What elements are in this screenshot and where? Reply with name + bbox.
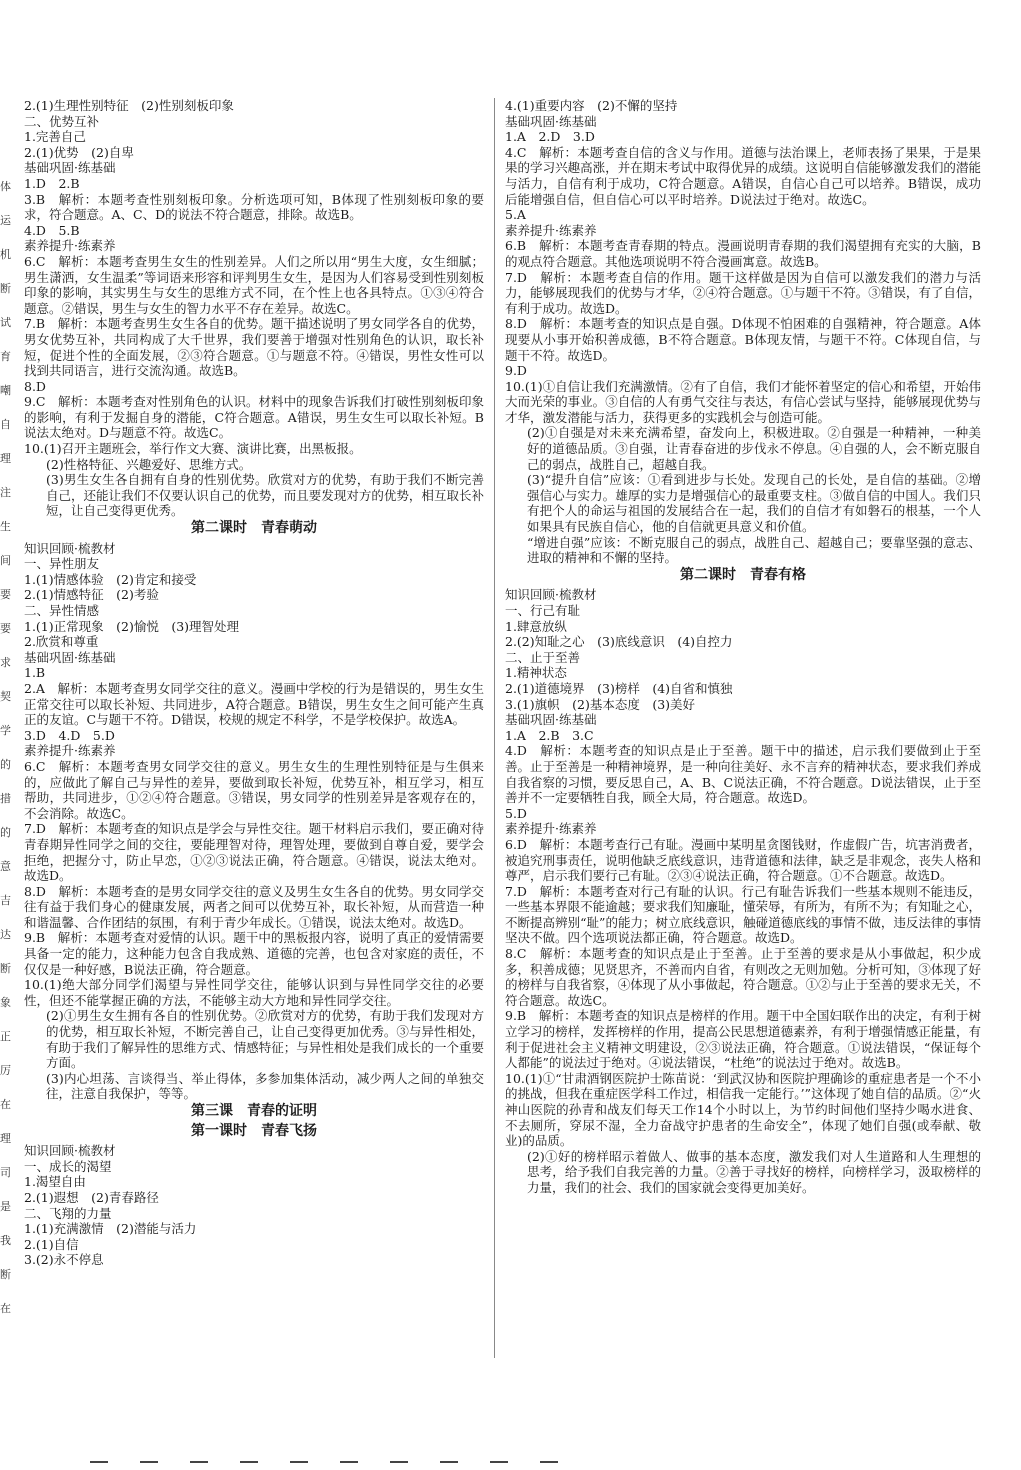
margin-char: 断 — [0, 1268, 11, 1281]
answer-line: 6.C 解析：本题考查男生女生的性别差异。人们之所以用“男生大度，女生细腻；男生潇洒，女生温柔”等词语来形容和评判男生女生，是因为人们容易受到性别刻板印象的影响，其实男生与女生的思维方式不同，在个性上也各具特点。①③④符合题意。②错误，男生与女生的智力水平不存在差异。故选C。 — [24, 253, 484, 316]
margin-char: 注 — [0, 486, 11, 499]
answer-line: 3.B 解析：本题考查性别刻板印象。分析选项可知，B体现了性别刻板印象的要求，符合题意。A、C、D的说法不符合题意，排除。故选B。 — [24, 191, 484, 223]
margin-char: 契 — [0, 690, 11, 703]
margin-char: 理 — [0, 1132, 11, 1145]
answer-line: 基础巩固·练基础 — [505, 113, 597, 129]
margin-char: 正 — [0, 1030, 11, 1043]
margin-char: 体 — [0, 180, 11, 193]
margin-char: 运 — [0, 214, 11, 227]
right-column — [505, 98, 981, 1196]
margin-char: 司 — [0, 1166, 11, 1179]
answer-line: 9.D — [505, 363, 527, 379]
answer-line: 7.D 解析：本题考查对行己有耻的认识。行己有耻告诉我们一些基本规则不能违反，一些基本界限不能逾越；要求我们知廉耻，懂荣辱，有所为，有所不为；有知耻之心，不断提高辨别“耻”的能力；树立底线意识，触碰道德底线的事情不做，违反法律的事情坚决不做。四个选项说法都正确，符合题意。故选D。 — [505, 883, 981, 946]
answer-line: 7.D 解析：本题考查自信的作用。题干这样做是因为自信可以激发我们的潜力与活力，能够展现我们的优势与才华，②④符合题意。①与题干不符。③错误，有了自信，有利于成功。故选D。 — [505, 269, 981, 316]
answer-line: (2)①好的榜样昭示着做人、做事的基本态度，激发我们对人生道路和人生理想的思考，给予我们自我完善的力量。②善于寻找好的榜样，向榜样学习，汲取榜样的力量，我们的社会、我们的国家就会变得更加美好。 — [527, 1148, 981, 1195]
margin-char: 要 — [0, 588, 11, 601]
answer-line: (3)内心坦荡、言谈得当、举止得体，多参加集体活动，减少两人之间的单独交往，注意自我保护，等等。 — [46, 1070, 484, 1102]
answer-line: 8.D 解析：本题考查的是男女同学交往的意义及男生女生各自的优势。男女同学交往有益于我们身心的健康发展，两者之间可以优势互补，取长补短，从而营造一种和谐温馨、合作团结的氛围，有利于青少年成长。①错误，说法太绝对。故选D。 — [24, 883, 484, 930]
answer-line: 1.D 2.B — [24, 175, 80, 191]
margin-char: 的 — [0, 758, 11, 771]
answer-line: 6.D 解析：本题考查行己有耻。漫画中某明星贪图钱财，作虚假广告，坑害消费者，被追究刑事责任，说明他缺乏底线意识，违背道德和法律，缺乏是非观念，丧失人格和尊严，启示我们要行己有耻。②③④说法正确，符合题意。①不合题意。故选D。 — [505, 836, 981, 884]
margin-char: 吉 — [0, 894, 11, 907]
answer-line: 二、止于至善 — [505, 649, 581, 665]
margin-char: 厉 — [0, 1064, 11, 1077]
answer-line: 二、飞翔的力量 — [24, 1205, 112, 1221]
margin-char: 断 — [0, 962, 11, 975]
answer-line: 3.D 4.D 5.D — [24, 727, 115, 743]
answer-line: 二、异性情感 — [24, 603, 100, 618]
answer-line: 知识回顾·梳教材 — [24, 540, 116, 556]
margin-char: 生 — [0, 520, 11, 533]
answer-line: 9.C 解析：本题考查对性别角色的认识。材料中的现象告诉我们打破性别刻板印象的影响，有利于发掘自身的潜能，C符合题意。A错误，男生女生可以取长补短。B说法太绝对。D与题意不符。故选C。 — [24, 394, 484, 441]
margin-char: 理 — [0, 452, 11, 465]
section-heading: 第三课 青春的证明 — [191, 1103, 317, 1119]
margin-char: 机 — [0, 248, 11, 261]
answer-line: 3.(2)永不停息 — [24, 1252, 104, 1268]
answer-line: 一、成长的渴望 — [24, 1158, 112, 1174]
answer-line: 知识回顾·梳教材 — [505, 587, 597, 603]
answer-line: 4.C 解析：本题考查自信的含义与作用。道德与法治课上，老师表扬了果果，于是果果的学习兴趣高涨，并在期末考试中取得优异的成绩。这说明自信能够激发我们的潜能与活力，自信有利于成功，C符合题意。A错误，自信心自己可以培养。B错误，成功后能增强自信，但自信心可以平时培养。D说法过于绝对。故选C。 — [505, 144, 981, 207]
margin-char: 断 — [0, 282, 11, 295]
answer-line: 素养提升·练素养 — [24, 238, 116, 254]
answer-line: 1.精神状态 — [505, 665, 567, 681]
margin-char: 要 — [0, 622, 11, 635]
margin-char: 措 — [0, 792, 11, 805]
answer-line: 1.B — [24, 665, 46, 681]
answer-line: 2.(2)知耻之心 (3)底线意识 (4)自控力 — [505, 634, 733, 650]
margin-char: 意 — [0, 860, 11, 873]
answer-line: 1.(1)正常现象 (2)愉悦 (3)理智处理 — [24, 618, 240, 634]
left-margin-fragments — [0, 180, 14, 1315]
answer-line: 1.A 2.D 3.D — [505, 129, 595, 145]
answer-line: 素养提升·练素养 — [24, 743, 116, 759]
margin-char: 象 — [0, 996, 11, 1009]
answer-line: 2.(1)遐想 (2)青春路径 — [24, 1189, 159, 1205]
answer-line: 2.(1)情感特征 (2)考验 — [24, 587, 159, 603]
margin-char: 间 — [0, 554, 11, 567]
answer-line: 一、异性朋友 — [24, 556, 100, 572]
margin-char: 自 — [0, 418, 11, 431]
answer-line: 10.(1)①“甘肃酒钢医院护士陈苗说：‘到武汉协和医院护理确诊的重症患者是一个不小的挑战，但我在重症医学科工作过，相信我一定能行。’”这体现了她自信的品质。②“火神山医院的孙青和战友们每天工作14个小时以上，为节约时间他们坚持少喝水进食、不去厕所，穿尿不湿，全力奋战守护患者的生命安全”，体现了她们自强(或奉献、敬业)的品质。 — [505, 1070, 981, 1149]
answer-line: 5.A — [505, 207, 526, 223]
section-heading: 第二课时 青春萌动 — [191, 520, 317, 537]
answer-line: 知识回顾·梳教材 — [24, 1143, 116, 1159]
section-heading: 第一课时 青春飞扬 — [191, 1122, 317, 1139]
margin-char: 嘲 — [0, 384, 11, 397]
answer-line: 10.(1)绝大部分同学们渴望与异性同学交往，能够认识到与异性同学交往的必要性，但还不能掌握正确的方法，不能够主动大方地和异性同学交往。 — [24, 977, 484, 1008]
answer-line: (2)①男生女生拥有各自的性别优势。②欣赏对方的优势，有助于我们发现对方的优势，相互取长补短，不断完善自己，让自己变得更加优秀。③与异性相处，有助于我们了解异性的思维方式、情感特征；与异性相处是我们成长的一个重要方面。 — [46, 1008, 484, 1071]
answer-line: 素养提升·练素养 — [505, 222, 597, 238]
margin-char: 在 — [0, 1098, 11, 1111]
answer-line: 2.(1)优势 (2)自卑 — [24, 144, 134, 160]
margin-char: 试 — [0, 316, 11, 329]
margin-char: 达 — [0, 928, 11, 941]
answer-line: 二、优势互补 — [24, 113, 100, 129]
answer-line: 1.渴望自由 — [24, 1174, 86, 1190]
answer-line: 基础巩固·练基础 — [24, 160, 116, 176]
answer-line: 4.D 解析：本题考查的知识点是止于至善。题干中的描述，启示我们要做到止于至善。止于至善是一种精神境界，是一种向往美好、永不言弃的精神状态，要求我们养成自我省察的习惯，要反思自己，A、B、C说法正确，不符合题意。D说法错误，止于至善并不一定要牺牲自我，顾全大局，符合题意。故选D。 — [505, 743, 981, 806]
answer-line: “增进自强”应该：不断克服自己的弱点，战胜自己、超越自己；要靠坚强的意志、进取的精神和不懈的坚持。 — [527, 534, 981, 566]
margin-char: 我 — [0, 1234, 11, 1247]
answer-line: 5.D — [505, 805, 527, 821]
answer-line: (3)男生女生各自拥有自身的性别优势。欣赏对方的优势，有助于我们不断完善自己，还能让我们不仅要认识自己的优势，而且要发现对方的优势，相互取长补短，让自己变得更优秀。 — [46, 472, 484, 519]
answer-line: 1.完善自己 — [24, 129, 86, 145]
answer-line: 2.(1)自信 — [24, 1236, 79, 1252]
answer-line: 2.欣赏和尊重 — [24, 634, 99, 650]
answer-line: 素养提升·练素养 — [505, 821, 597, 837]
answer-line: 1.(1)充满激情 (2)潜能与活力 — [24, 1221, 197, 1237]
answer-line: 1.(1)情感体验 (2)肯定和接受 — [24, 571, 197, 587]
section-heading: 第二课时 青春有格 — [680, 566, 806, 583]
answer-line: 2.(1)道德境界 (3)榜样 (4)自省和慎独 — [505, 680, 733, 696]
margin-char: 育 — [0, 350, 11, 363]
answer-line: 7.B 解析：本题考查男生女生各自的优势。题干描述说明了男女同学各自的优势，男女优势互补，共同构成了大千世界，我们要善于增强对性别角色的认识，取长补短，促进个性的全面发展，②③符合题意。①与题意不符。④错误，男性女性可以找到共同语言，进行交流沟通。故选B。 — [24, 316, 484, 379]
answer-line: 7.D 解析：本题考查的知识点是学会与异性交往。题干材料启示我们，要正确对待青春期异性同学之间的交往，要能理智对待，理智处理，要做到自尊自爱，要学会拒绝，把握分寸，防止早恋，①②③说法正确，符合题意。④错误，说法太绝对。故选D。 — [24, 821, 484, 884]
margin-char: 求 — [0, 656, 11, 669]
answer-line: 6.B 解析：本题考查青春期的特点。漫画说明青春期的我们渴望拥有充实的大脑，B的观点符合题意。其他选项说明不符合漫画寓意。故选B。 — [505, 238, 981, 269]
answer-line: 10.(1)召开主题班会，举行作文大赛、演讲比赛，出黑板报。 — [24, 441, 362, 457]
answer-line: 8.C 解析：本题考查的知识点是止于至善。止于至善的要求是从小事做起，积少成多，积善成德；见贤思齐，不善而内自省，有则改之无则加勉。分析可知，③体现了好的榜样与自我省察，④体现了从小事做起，符合题意。①②与止于至善的要求无关，不符合题意。故选C。 — [505, 946, 981, 1008]
margin-char: 在 — [0, 1302, 11, 1315]
answer-line: 4.(1)重要内容 (2)不懈的坚持 — [505, 98, 678, 113]
answer-line: 基础巩固·练基础 — [24, 649, 116, 665]
margin-char: 学 — [0, 724, 11, 737]
answer-line: 2.(1)生理性别特征 (2)性别刻板印象 — [24, 98, 234, 113]
answer-line: 9.B 解析：本题考查的知识点是榜样的作用。题干中全国妇联作出的决定，有利于树立学习的榜样，发挥榜样的作用，提高公民思想道德素养，有利于增强情感正能量，有利于促进社会主义精神文明建设，②③说法正确，符合题意。①说法错误，“保证每个人都能”的说法过于绝对。④说法错误，“杜绝”的说法过于绝对。故选B。 — [505, 1008, 981, 1071]
column-divider — [494, 98, 495, 1358]
answer-line: (3)“提升自信”应该：①看到进步与长处。发现自己的长处，是自信的基础。②增强信心与实力。雄厚的实力是增强信心的最重要支柱。③做自信的中国人。我们只有把个人的命运与祖国的发展结合在一起，我们的自信才有如磐石的根基，一个人如果具有民族自信心，他的自信就更具意义和价值。 — [527, 472, 981, 535]
answer-line: 2.A 解析：本题考查男女同学交往的意义。漫画中学校的行为是错误的，男生女生正常交往可以取长补短、共同进步，A符合题意。B错误，男生女生之间可能产生真正的友谊。C与题干不符。D错误，校规的规定不科学，不是学校保护。故选A。 — [24, 680, 484, 728]
margin-char: 是 — [0, 1200, 11, 1213]
answer-line: 基础巩固·练基础 — [505, 712, 597, 728]
answer-line: 8.D 解析：本题考查的知识点是自强。D体现不怕困难的自强精神，符合题意。A体现要从小事开始积善成德，B不符合题意。B体现友情，与题干不符。C体现自信，与题干不符。故选D。 — [505, 316, 981, 363]
bottom-print-marks — [90, 1448, 690, 1458]
answer-line: 3.(1)旗帜 (2)基本态度 (3)美好 — [505, 696, 696, 712]
left-column — [24, 98, 484, 1268]
answer-line: 6.C 解析：本题考查男女同学交往的意义。男生女生的生理性别特征是与生俱来的，应做此了解自己与异性的差异，要做到取长补短，优势互补，相互学习，相互帮助，共同进步，①②④符合题意。③错误，男女同学的性别差异是客观存在的，不会消除。故选C。 — [24, 758, 484, 821]
answer-line: 10.(1)①自信让我们充满激情。②有了自信，我们才能怀着坚定的信心和希望，开始伟大而光荣的事业。③自信的人有勇气交往与表达，有信心尝试与坚持，能够展现优势与才华，激发潜能与活力，获得更多的实践机会与创造可能。 — [505, 378, 981, 425]
answer-line: 一、行己有耻 — [505, 603, 581, 618]
margin-char: 的 — [0, 826, 11, 839]
answer-line: (2)①自强是对未来充满希望，奋发向上，积极进取。②自强是一种精神，一种美好的道德品质。③自强，让青春奋进的步伐永不停息。④自强的人，会不断克服自己的弱点，战胜自己，超越自我。 — [527, 425, 981, 472]
answer-line: 1.A 2.B 3.C — [505, 727, 594, 743]
answer-line: 1.肆意放纵 — [505, 618, 567, 634]
answer-line: (2)性格特征、兴趣爱好、思维方式。 — [46, 456, 252, 472]
answer-line: 4.D 5.B — [24, 222, 80, 238]
answer-line: 8.D — [24, 378, 46, 394]
answer-line: 9.B 解析：本题考查对爱情的认识。题干中的黑板报内容，说明了真正的爱情需要具备一定的能力，这种能力包含自我成熟、道德的完善，也包含对家庭的责任，不仅仅是一种好感，B说法正确，符合题意。 — [24, 930, 484, 977]
